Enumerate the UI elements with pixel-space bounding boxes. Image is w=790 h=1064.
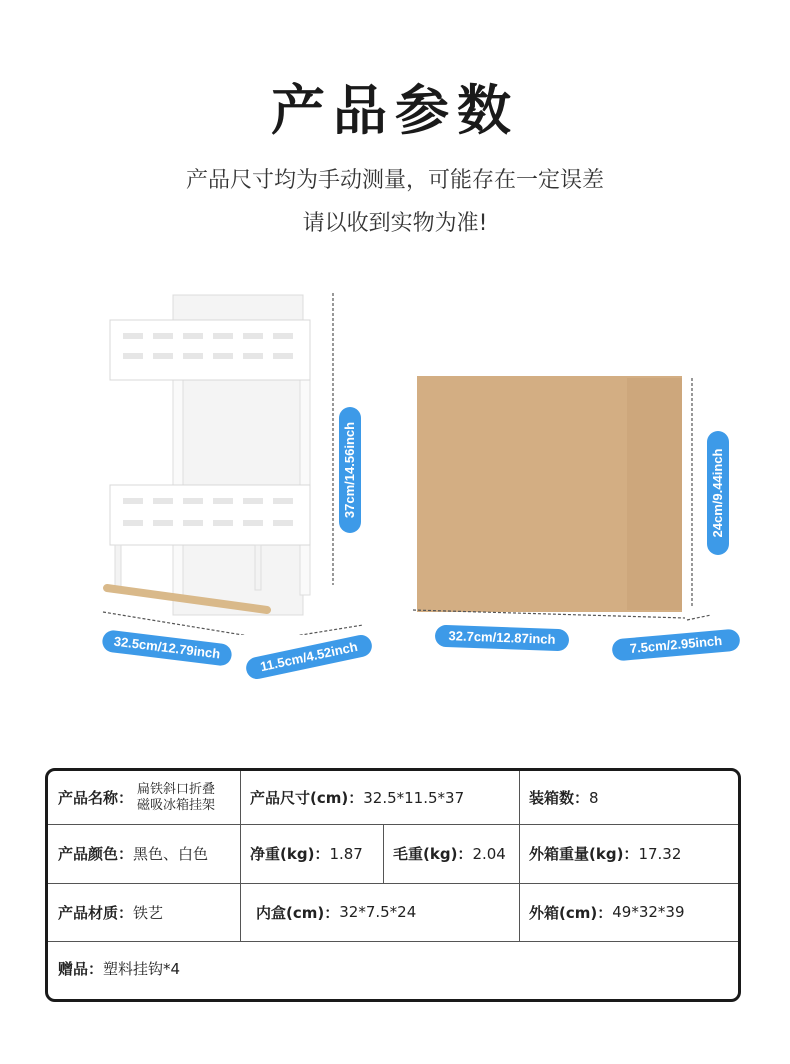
material-cell [48, 883, 240, 941]
gross-weight-label: 毛重(kg)： [393, 845, 473, 863]
product-name-cell [48, 771, 240, 824]
inner-box-label: 内盒(cm)： [256, 903, 340, 922]
rack-illustration [95, 285, 375, 635]
rack-width-label: 32.5cm/12.79inch [101, 629, 233, 667]
net-weight-cell [240, 824, 383, 883]
product-name-line2: 磁吸冰箱挂架 [137, 797, 216, 813]
product-color-cell [48, 824, 240, 883]
inner-box-value: 32*7.5*24 [339, 903, 417, 921]
gift-value: 塑料挂钩*4 [103, 960, 181, 978]
pack-count-value: 8 [589, 788, 599, 807]
product-name-value [137, 782, 215, 814]
gift-cell [48, 941, 738, 996]
outer-weight-label: 外箱重量(kg)： [529, 845, 639, 863]
box-width-label: 32.7cm/12.87inch [435, 625, 570, 652]
product-color-value: 黑色、白色 [133, 845, 209, 863]
net-weight-value: 1.87 [329, 844, 363, 863]
outer-weight-cell [519, 824, 738, 883]
product-size-label: 产品尺寸(cm)： [250, 789, 364, 807]
gross-weight-cell [383, 824, 519, 883]
outer-box-value: 49*32*39 [612, 903, 685, 921]
gross-weight-value: 2.04 [472, 844, 506, 863]
product-name-label: 产品名称： [58, 789, 134, 807]
subtitle-line-1: 产品尺寸均为手动测量，可能存在一定误差 [185, 168, 604, 193]
outer-weight-value: 17.32 [638, 844, 682, 863]
box-height-label: 24cm/9.44inch [707, 431, 729, 555]
pack-count-label: 装箱数： [529, 789, 590, 807]
outer-box-cell [519, 883, 738, 941]
gift-label: 赠品： [58, 960, 104, 978]
material-value: 铁艺 [133, 903, 164, 922]
subtitle-line-2: 请以收到实物为准! [302, 211, 488, 236]
rack-depth-label: 11.5cm/4.52inch [244, 633, 374, 681]
inner-box-cell [240, 883, 519, 941]
outer-box-label: 外箱(cm)： [529, 903, 613, 922]
net-weight-label: 净重(kg)： [250, 845, 330, 863]
rack-height-label: 37cm/14.56inch [339, 407, 361, 533]
pack-count-cell [519, 771, 738, 824]
box-depth-label: 7.5cm/2.95inch [611, 628, 740, 661]
spec-table [45, 768, 741, 1002]
box-illustration [405, 370, 715, 630]
product-size-cell [240, 771, 519, 824]
product-size-value: 32.5*11.5*37 [363, 788, 465, 807]
product-color-label: 产品颜色： [58, 845, 134, 863]
page-title: 产品参数 [271, 79, 519, 142]
material-label: 产品材质： [58, 903, 134, 922]
product-name-line1: 扁铁斜口折叠 [137, 781, 216, 797]
